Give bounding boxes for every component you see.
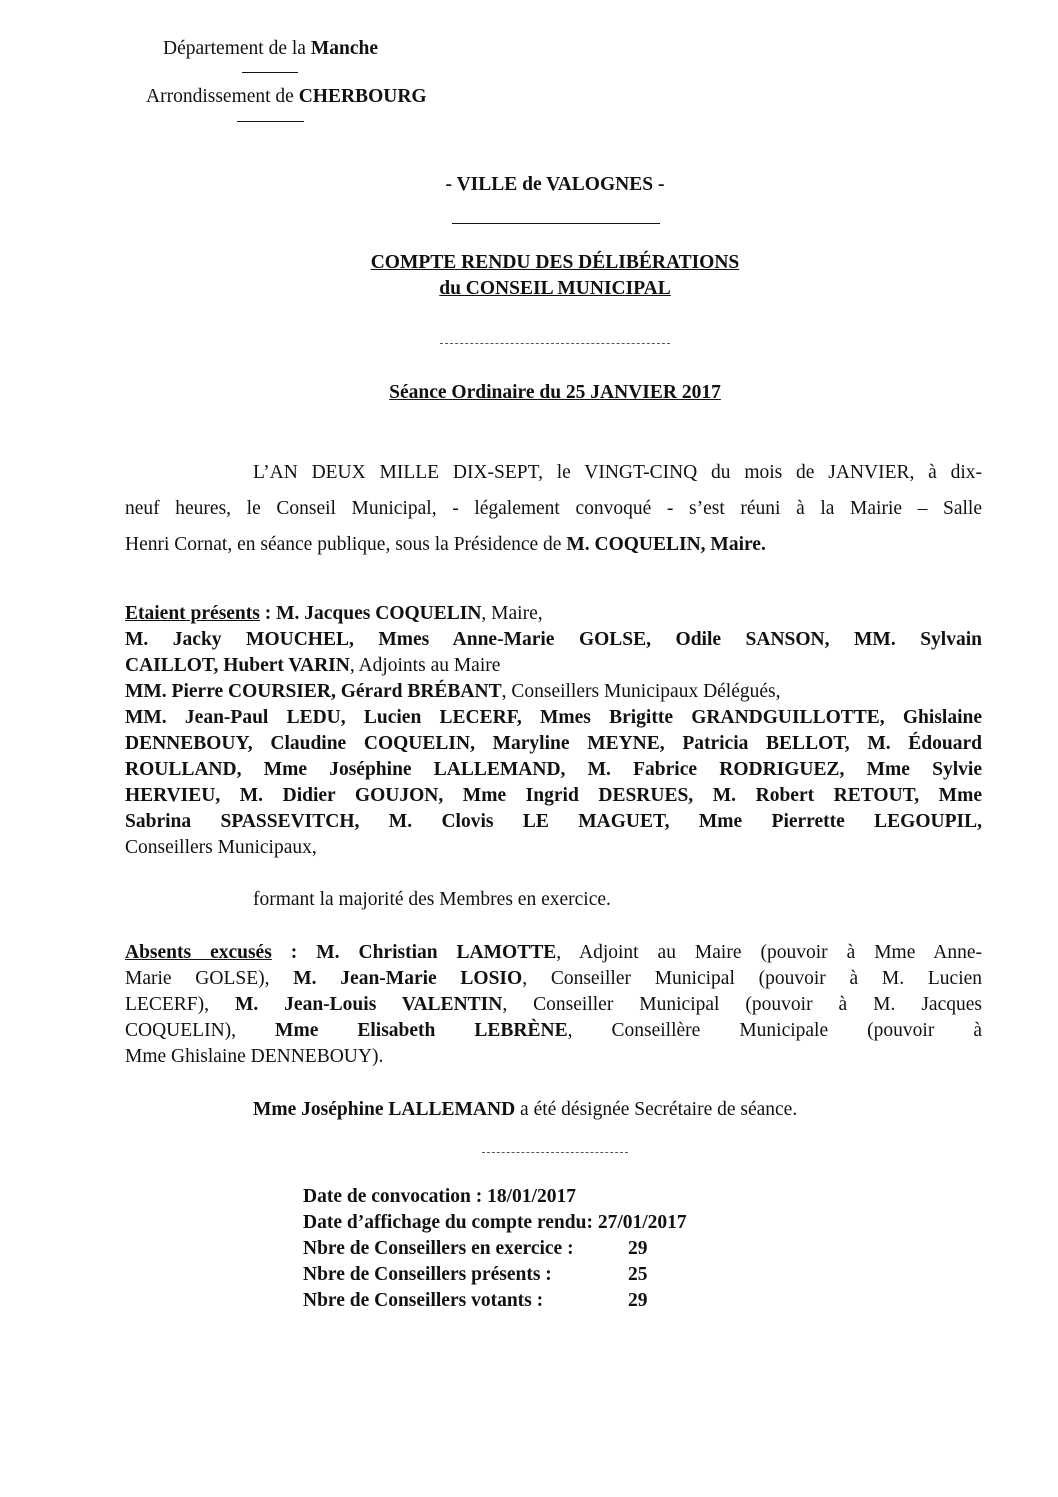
attendees-line: Etaient présents : M. Jacques COQUELIN, Maire,	[125, 603, 543, 624]
attendees-line: MM. Jean-Paul LEDU, Lucien LECERF, Mmes Brigitte GRANDGUILLOTTE, Ghislaine	[125, 707, 982, 728]
majority-statement: formant la majorité des Membres en exercice.	[253, 889, 611, 910]
absentees-line: Absents excusés : M. Christian LAMOTTE, Adjoint au Maire (pouvoir à Mme Anne-	[125, 942, 982, 963]
absentees-label: Absents excusés	[125, 942, 272, 963]
absentees-paragraph	[125, 940, 982, 1070]
attendees-line: M. Jacky MOUCHEL, Mmes Anne-Marie GOLSE, Odile SANSON, MM. Sylvain	[125, 629, 982, 650]
session-title: Séance Ordinaire du 25 JANVIER 2017	[389, 382, 721, 403]
absentees-line: LECERF), M. Jean-Louis VALENTIN, Conseiller Municipal (pouvoir à M. Jacques	[125, 994, 982, 1015]
header-divider	[237, 121, 304, 122]
document-title: COMPTE RENDU DES DÉLIBÉRATIONS	[370, 252, 740, 273]
absentees-line: COQUELIN), Mme Elisabeth LEBRÈNE, Conseillère Municipale (pouvoir à	[125, 1020, 982, 1041]
absentees-line: Marie GOLSE), M. Jean-Marie LOSIO, Conseiller Municipal (pouvoir à M. Lucien	[125, 968, 983, 989]
attendees-label: Etaient présents	[125, 603, 260, 624]
meeting-stats	[303, 1184, 687, 1314]
header-divider	[242, 72, 298, 73]
attendees-line: Conseillers Municipaux,	[125, 837, 317, 858]
intro-paragraph	[125, 455, 982, 563]
attendees-line: Sabrina SPASSEVITCH, M. Clovis LE MAGUET, Mme Pierrette LEGOUPIL,	[125, 811, 982, 832]
attendees-line: DENNEBOUY, Claudine COQUELIN, Maryline MEYNE, Patricia BELLOT, M. Édouard	[125, 733, 982, 754]
attendees-line: CAILLOT, Hubert VARIN, Adjoints au Maire	[125, 655, 501, 676]
city-title: - VILLE de VALOGNES -	[445, 174, 665, 195]
councillors-in-office: Nbre de Conseillers en exercice : 29	[303, 1238, 648, 1259]
intro-line: Henri Cornat, en séance publique, sous la Présidence de M. COQUELIN, Maire.	[125, 534, 766, 555]
arrondissement-line: Arrondissement de CHERBOURG	[146, 86, 427, 107]
absentees-line: Mme Ghislaine DENNEBOUY).	[125, 1046, 384, 1067]
attendees-line: ROULLAND, Mme Joséphine LALLEMAND, M. Fabrice RODRIGUEZ, Mme Sylvie	[125, 759, 982, 780]
attendees-line: HERVIEU, M. Didier GOUJON, Mme Ingrid DESRUES, M. Robert RETOUT, Mme	[125, 785, 982, 806]
section-divider	[440, 343, 670, 344]
convocation-date: Date de convocation : 18/01/2017	[303, 1186, 576, 1207]
secretary-statement: Mme Joséphine LALLEMAND a été désignée Secrétaire de séance.	[253, 1099, 798, 1120]
section-divider	[482, 1152, 628, 1153]
title-divider	[452, 223, 660, 224]
councillors-voting: Nbre de Conseillers votants : 29	[303, 1290, 648, 1311]
intro-line: L’AN DEUX MILLE DIX-SEPT, le VINGT-CINQ du mois de JANVIER, à dix-	[253, 462, 982, 483]
attendees-line: MM. Pierre COURSIER, Gérard BRÉBANT, Conseillers Municipaux Délégués,	[125, 681, 781, 702]
intro-line: neuf heures, le Conseil Municipal, - légalement convoqué - s’est réuni à la Mairie – Salle	[125, 498, 982, 519]
councillors-present: Nbre de Conseillers présents : 25	[303, 1264, 648, 1285]
document-subtitle: du CONSEIL MUNICIPAL	[439, 278, 671, 299]
attendees-paragraph	[125, 601, 982, 861]
posting-date: Date d’affichage du compte rendu: 27/01/2017	[303, 1212, 687, 1233]
department-line: Département de la Manche	[163, 38, 378, 59]
